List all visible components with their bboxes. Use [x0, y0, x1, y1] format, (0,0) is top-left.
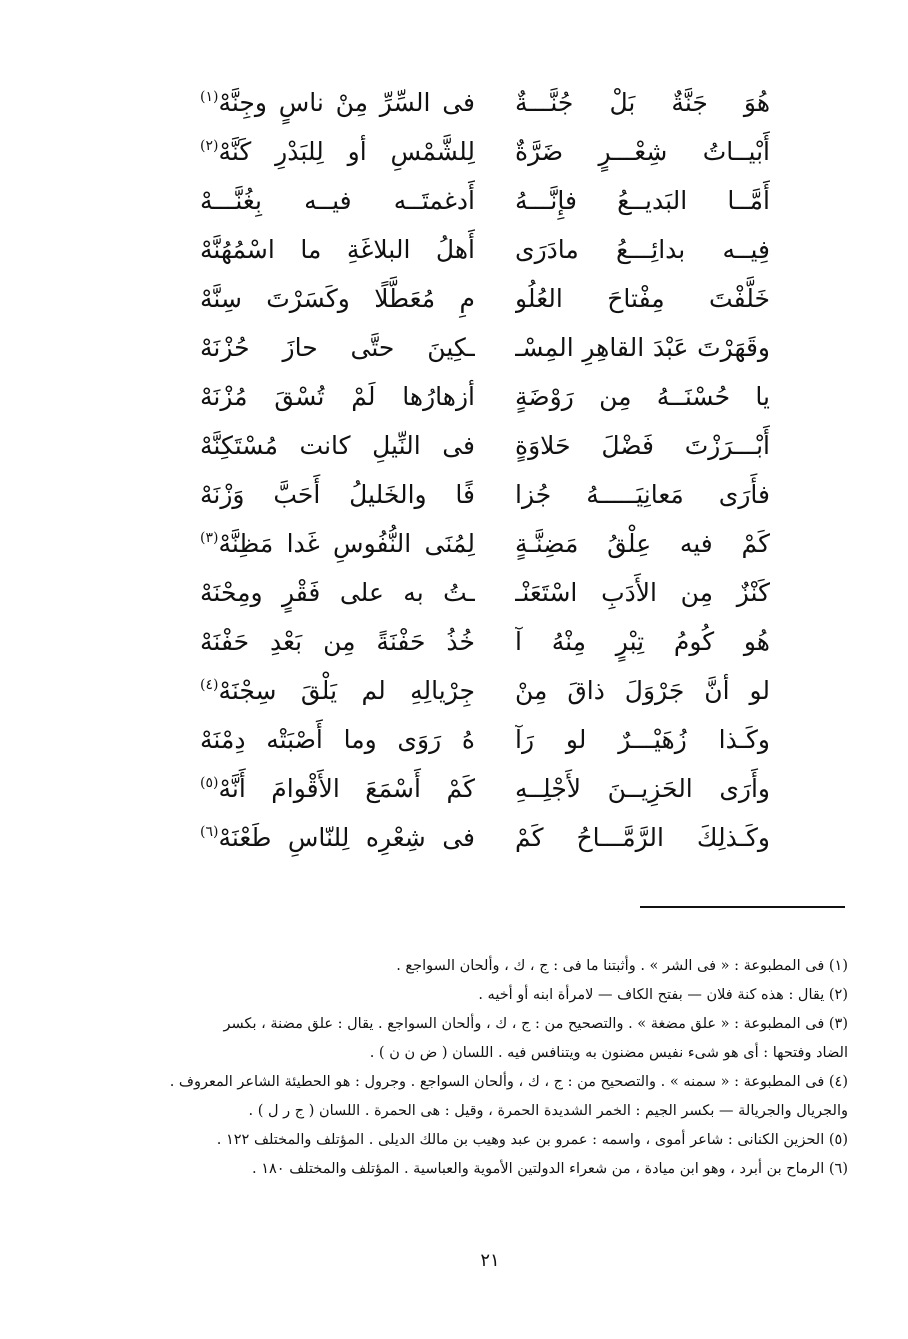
first-hemistich: هُوَ جَنَّةٌ بَلْ جُنَّـــةٌ [515, 88, 770, 117]
second-hemistich [200, 176, 475, 225]
first-hemistich: خَلَّفْتَ مِفْتاحَ العُلُو [515, 284, 770, 313]
second-hemistich [200, 225, 475, 274]
first-hemistich: كَنْزٌ مِن الأَدَبِ اسْتَعَنْـ [515, 578, 770, 607]
second-hemistich [200, 470, 475, 519]
second-hemistich-text: مِ مُعَطَّلًا وكَسَرْتَ سِنَّهْ [200, 284, 475, 313]
footnote-line: (٢) يقال : هذه كنة فلان — بفتح الكاف — لامرأة ابنه أو أخيه . [478, 987, 848, 1003]
second-hemistich-text: فى شِعْرِه لِلنّاسِ طَعْنَهْ [218, 823, 475, 852]
second-hemistich-text: لِلشَّمْسِ أو لِلبَدْرِ كَنَّهْ [218, 137, 475, 166]
first-hemistich: هُو كُومُ تِبْرٍ مِنْهُ آ [515, 627, 770, 656]
first-hemistich: أَبْيــاتُ شِعْـــرٍ ضَرَّةٌ [515, 137, 770, 166]
verse-line [200, 764, 770, 813]
footnote-line: (٣) فى المطبوعة : « علق مضغة » . والتصحيح من : ج ، ك ، وألحان السواجع . يقال : علق مضنة ، بكسر [223, 1016, 848, 1032]
footnote-marker: (٦) [200, 824, 219, 840]
verse-line [200, 813, 770, 862]
footnote-marker: (٥) [200, 775, 219, 791]
first-hemistich: وكَـذلِكَ الرَّمَّـــاحُ كَمْ [515, 823, 770, 852]
poem [200, 78, 770, 862]
page-number: ٢١ [480, 1250, 500, 1271]
second-hemistich-text: فًا والخَليلُ أَحَبَّ وَزْنَهْ [200, 480, 475, 509]
footnote-marker: (٢) [200, 138, 219, 154]
verse-line [200, 617, 770, 666]
second-hemistich [200, 127, 475, 176]
first-hemistich: أَمَّــا البَديــعُ فإِنَّـــهُ [515, 186, 770, 215]
footnote-line: (١) فى المطبوعة : « فى الشر » . وأثبتنا ما فى : ج ، ك ، وألحان السواجع . [396, 958, 848, 974]
verse-line [200, 421, 770, 470]
first-hemistich: فِيــه بدائِـــعُ مادَرَى [515, 235, 770, 264]
second-hemistich-text: هُ رَوَى وما أَصْبَتْه دِمْنَهْ [200, 725, 475, 754]
verse-line [200, 470, 770, 519]
verse-line [200, 225, 770, 274]
first-hemistich: وقَهَرْتَ عَبْدَ القاهِرِ المِسْـ [515, 333, 770, 362]
first-hemistich: وأَرَى الحَزِيــنَ لأَجْلِــهِ [515, 774, 770, 803]
first-hemistich: يا حُسْنَــهُ مِن رَوْضَةٍ [515, 382, 770, 411]
second-hemistich-text: كَمْ أَسْمَعَ الأَقْوامَ أَنَّهْ [218, 774, 475, 803]
second-hemistich-text: فى النِّيلِ كانت مُسْتَكِنَّهْ [200, 431, 475, 460]
second-hemistich [200, 372, 475, 421]
verse-line [200, 78, 770, 127]
footnote-line: (٥) الحزين الكنانى : شاعر أموى ، واسمه : عمرو بن عبد وهيب بن مالك الديلى . المؤتلف والمختلف ١٢٢ . [216, 1132, 848, 1148]
footnote-marker: (٤) [200, 677, 219, 693]
second-hemistich [200, 323, 475, 372]
second-hemistich [200, 666, 475, 715]
first-hemistich: وكَـذا زُهَيْـــرٌ لو رَآ [515, 725, 770, 754]
verse-line [200, 176, 770, 225]
second-hemistich-text: جِرْيالِهِ لم يَلْقَ سِجْنَهْ [218, 676, 475, 705]
verse-line [200, 519, 770, 568]
verse-line [200, 715, 770, 764]
second-hemistich-text: لِمُنَى النُّفُوسِ غَدا مَظِنَّهْ [218, 529, 475, 558]
footnote-line: والجريال والجريالة — بكسر الجيم : الخمر الشديدة الحمرة ، وقيل : هى الحمرة . اللسان ( ج ر ل ) . [248, 1103, 848, 1119]
second-hemistich-text: أَهلُ البلاغَةِ ما اسْمُهُنَّهْ [200, 235, 475, 264]
first-hemistich: لو أنَّ جَرْوَلَ ذاقَ مِنْ [515, 676, 770, 705]
first-hemistich: كَمْ فيه عِلْقُ مَضِنَّـةٍ [515, 529, 770, 558]
second-hemistich [200, 715, 475, 764]
second-hemistich [200, 568, 475, 617]
second-hemistich-text: أزهارُها لَمْ تُسْقَ مُزْنَهْ [200, 382, 475, 411]
second-hemistich-text: ـكِينَ حتَّى حازَ حُزْنَهْ [200, 333, 475, 362]
verse-line [200, 568, 770, 617]
second-hemistich [200, 519, 475, 568]
footnotes [130, 952, 848, 1184]
second-hemistich [200, 813, 475, 862]
second-hemistich-text: فى السِّرِّ مِنْ ناسٍ وجِنَّهْ [218, 88, 475, 117]
footnote-separator [640, 906, 845, 908]
second-hemistich [200, 764, 475, 813]
footnote-marker: (٣) [200, 530, 219, 546]
first-hemistich: فأَرَى مَعانِيَـــــهُ جُزا [515, 480, 770, 509]
verse-line [200, 666, 770, 715]
second-hemistich [200, 421, 475, 470]
second-hemistich-text: أَدغمتَــه فيــه بِغُنَّـــهْ [200, 186, 475, 215]
first-hemistich: أَبْـــرَزْتَ فَضْلَ حَلاوَةٍ [515, 431, 770, 460]
verse-line [200, 127, 770, 176]
second-hemistich-text: ـتُ به على فَقْرٍ ومِحْنَهْ [200, 578, 475, 607]
verse-line [200, 372, 770, 421]
footnote-line: (٤) فى المطبوعة : « سمنه » . والتصحيح من : ج ، ك ، وألحان السواجع . وجرول : هو الحطيئة الشاعر المعروف . [169, 1074, 848, 1090]
verse-line [200, 323, 770, 372]
footnote-marker: (١) [200, 89, 219, 105]
footnote-line: الضاد وفتحها : أى هو شىء نفيس مضنون به ويتنافس فيه . اللسان ( ض ن ن ) . [369, 1045, 848, 1061]
second-hemistich-text: خُذُ حَفْنَةً مِن بَعْدِ حَفْنَهْ [200, 627, 475, 656]
second-hemistich [200, 617, 475, 666]
second-hemistich [200, 274, 475, 323]
footnote-line: (٦) الرماح بن أبرد ، وهو ابن ميادة ، من شعراء الدولتين الأموية والعباسية . المؤتلف والمختلف ١٨٠ . [252, 1161, 848, 1177]
second-hemistich [200, 78, 475, 127]
verse-line [200, 274, 770, 323]
